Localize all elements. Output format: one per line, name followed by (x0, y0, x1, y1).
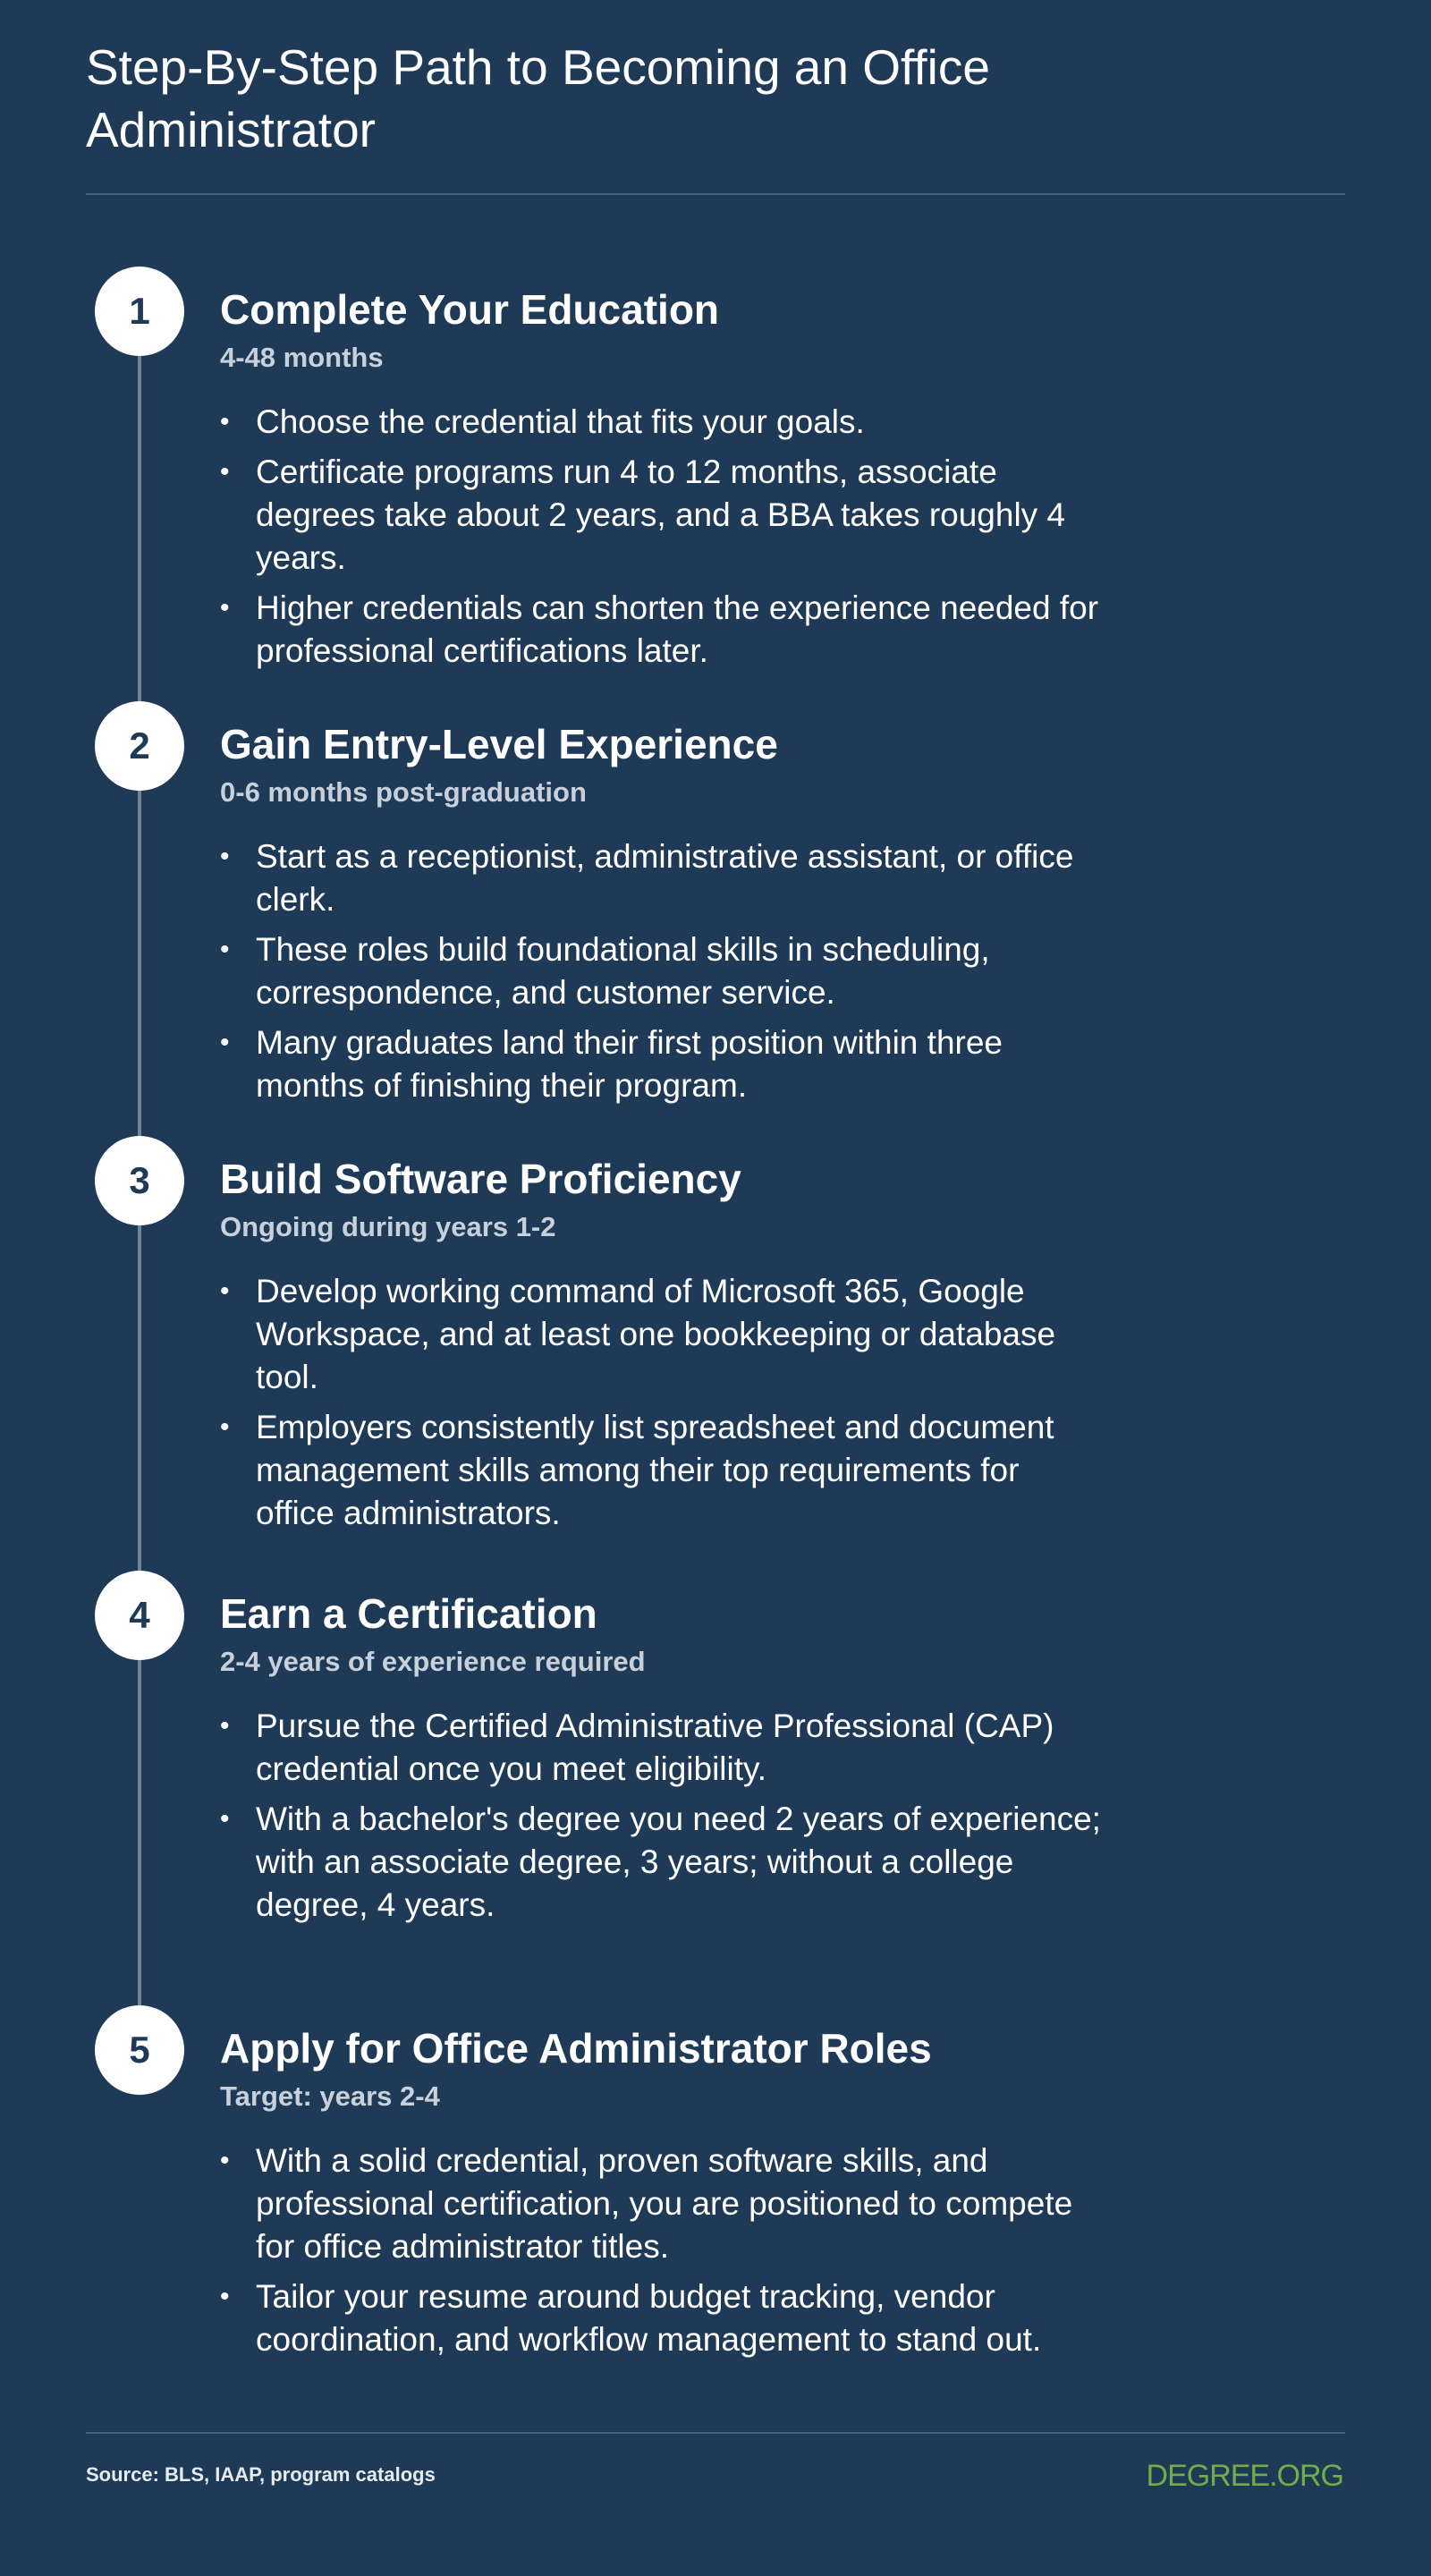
bullet-icon: • (220, 2282, 230, 2311)
bullet-icon: • (220, 1412, 230, 1442)
step-bullet-text: Many graduates land their first position within three months of finishing their program. (256, 1024, 1003, 1104)
step-bullet-text: Higher credentials can shorten the experience needed for professional certifications later. (256, 589, 1099, 669)
step-bullet (220, 835, 1105, 921)
step-number-badge: 2 (95, 701, 184, 791)
step-bullet (220, 1270, 1105, 1399)
step-bullet (220, 401, 1105, 444)
step-title: Build Software Proficiency (220, 1156, 741, 1202)
footer-divider (86, 2432, 1345, 2434)
step-bullet (220, 1798, 1105, 1927)
bullet-icon: • (220, 593, 230, 623)
step-number-badge: 4 (95, 1571, 184, 1660)
step-bullet-text: With a solid credential, proven software skills, and professional certification, you are positioned to compete for office administrator titles. (256, 2142, 1073, 2265)
step-title: Apply for Office Administrator Roles (220, 2025, 932, 2072)
step-bullet (220, 2275, 1105, 2361)
step-bullet-text: With a bachelor's degree you need 2 years of experience; with an associate degree, 3 years; without a college degree, 4 years. (256, 1801, 1101, 1923)
step-bullet-text: Tailor your resume around budget tracking, vendor coordination, and workflow management to stand out. (256, 2278, 1042, 2358)
step-bullet (220, 2140, 1105, 2268)
step-bullet-list (220, 2140, 1105, 2368)
page-title: Step-By-Step Path to Becoming an Office Administrator (86, 39, 990, 157)
step-bullet-text: Start as a receptionist, administrative assistant, or office clerk. (256, 838, 1074, 918)
step-bullet-list (220, 1270, 1105, 1542)
step-number-badge: 5 (95, 2005, 184, 2095)
step-bullet (220, 928, 1105, 1014)
brand-logo: DEGREE.ORG (1146, 2459, 1343, 2493)
step-bullet-text: Certificate programs run 4 to 12 months, associate degrees take about 2 years, and a BBA takes roughly 4 years. (256, 453, 1066, 576)
bullet-icon: • (220, 935, 230, 964)
bullet-icon: • (220, 1804, 230, 1834)
step-duration: Ongoing during years 1-2 (220, 1211, 556, 1242)
step-bullet (220, 1705, 1105, 1791)
step-bullet (220, 451, 1105, 580)
step-bullet (220, 1021, 1105, 1107)
step-title: Complete Your Education (220, 286, 720, 333)
step-bullet-text: Choose the credential that fits your goals. (256, 403, 865, 440)
step-bullet (220, 1406, 1105, 1535)
bullet-icon: • (220, 407, 230, 436)
header-divider (86, 193, 1345, 195)
bullet-icon: • (220, 1028, 230, 1057)
source-note: Source: BLS, IAAP, program catalogs (86, 2463, 436, 2486)
step-bullet-list (220, 1705, 1105, 1934)
step-duration: 4-48 months (220, 342, 384, 373)
bullet-icon: • (220, 2146, 230, 2175)
step-bullet-text: Develop working command of Microsoft 365, Google Workspace, and at least one bookkeeping or database tool. (256, 1273, 1056, 1395)
step-bullet-text: Employers consistently list spreadsheet and document management skills among their top requirements for office administrators. (256, 1409, 1054, 1531)
bullet-icon: • (220, 842, 230, 871)
step-bullet-text: Pursue the Certified Administrative Professional (CAP) credential once you meet eligibility. (256, 1707, 1054, 1787)
step-number-badge: 1 (95, 267, 184, 356)
step-title: Gain Entry-Level Experience (220, 721, 778, 767)
bullet-icon: • (220, 457, 230, 487)
step-duration: Target: years 2-4 (220, 2080, 440, 2112)
step-number-badge: 3 (95, 1136, 184, 1225)
step-bullet-list (220, 401, 1105, 680)
step-bullet-text: These roles build foundational skills in scheduling, correspondence, and customer service. (256, 931, 990, 1011)
step-bullet (220, 587, 1105, 673)
bullet-icon: • (220, 1276, 230, 1306)
step-bullet-list (220, 835, 1105, 1114)
step-duration: 0-6 months post-graduation (220, 776, 587, 808)
step-title: Earn a Certification (220, 1590, 597, 1637)
step-duration: 2-4 years of experience required (220, 1646, 646, 1677)
bullet-icon: • (220, 1711, 230, 1741)
